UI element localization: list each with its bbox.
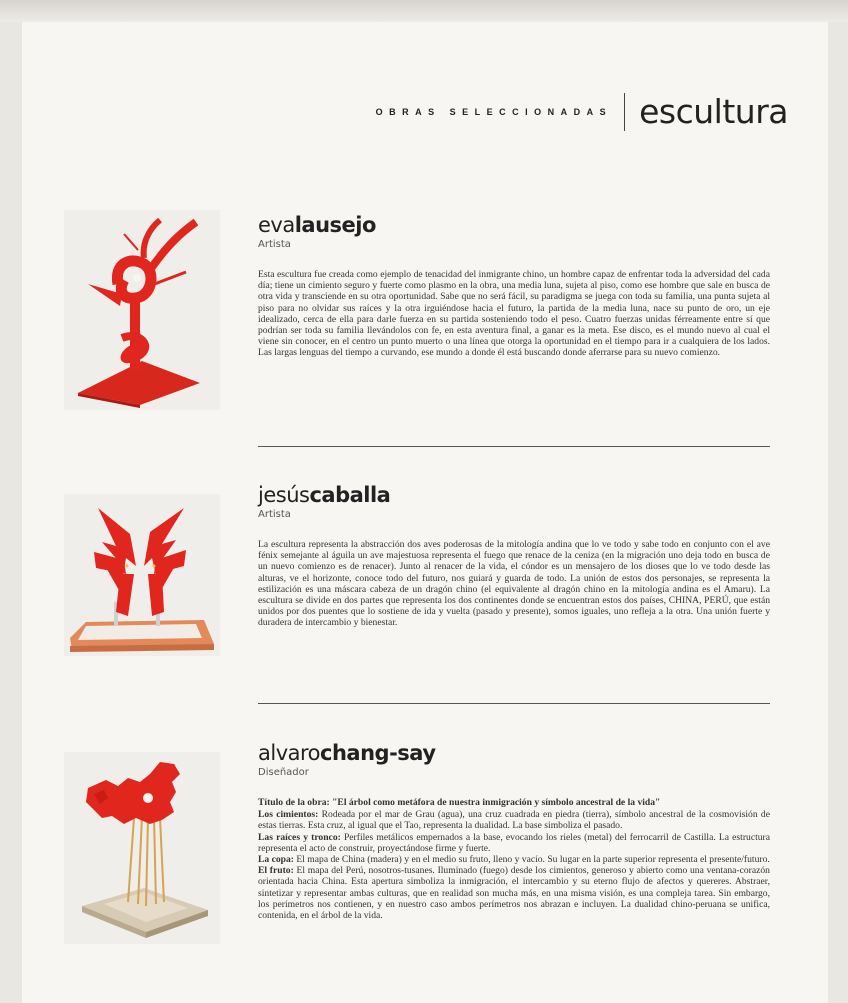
entry-divider bbox=[258, 703, 770, 704]
artist-last-name: lausejo bbox=[294, 213, 376, 237]
artist-first-name: jesús bbox=[258, 483, 310, 507]
entry-divider bbox=[258, 446, 770, 447]
artist-last-name: chang-say bbox=[320, 741, 436, 765]
part-label: La copa: bbox=[258, 854, 294, 866]
artist-description bbox=[258, 539, 770, 629]
artist-description bbox=[258, 269, 770, 359]
sculpture-photo-chang-say bbox=[64, 752, 220, 944]
description-text: La escultura representa la abstracción dos aves poderosas de la mitología andina que lo ve todo y sabe todo en conjunto con el ave fénix semejante al águila un ave majestuosa representa el fuego que renace de la ceniza (en la migración uno deja todo en busca de un nuevo comienzo es de renacer). Junto al renacer de la vida, el cóndor es un mensajero de los dioses que lo ve todo desde las alturas, ve el horizonte, conoce todo del futuro, nos guiará y guarda de todo. La unión de estos dos personajes, se representa la estilización es una máscara cabeza de un dragón chino (el equivalente al dragón chino en la mitología andina es el Amaru). La escultura se divide en dos partes que representa los dos continentes donde se encuentran estos dos países, CHINA, PERÚ, que están unidos por dos puentes que lo sostiene de ida y vuelta (pasado y presente), somos iguales, uno refleja a la otra. Una unión fuerte y duradera de intercambio y bienestar. bbox=[258, 539, 770, 629]
artist-role: Diseñador bbox=[258, 767, 309, 778]
part-raices bbox=[258, 832, 770, 854]
artist-description bbox=[258, 797, 770, 921]
sculpture-photo-lausejo bbox=[64, 210, 220, 410]
header-divider bbox=[624, 93, 625, 131]
artist-role: Artista bbox=[258, 509, 291, 520]
sculpture-photo-caballa bbox=[64, 494, 220, 656]
artist-first-name: alvaro bbox=[258, 741, 321, 765]
part-text: El mapa de China (madera) y en el medio su fruto, lleno y vacío. Su lugar en la parte superior representa el presente/futuro. bbox=[293, 854, 770, 866]
part-cimientos bbox=[258, 809, 770, 831]
artist-name bbox=[258, 482, 770, 508]
artist-last-name: caballa bbox=[309, 483, 391, 507]
part-text: El mapa del Perú, nosotros-tusanes. Iluminado (fuego) desde los cimientos, generoso y abierto como una ventana-corazón orientada hacia China. Esta apertura simboliza la inmigración, el intercambio y su eterno flujo de afectos y quereres. Abstraer, sintetizar y representar ambas culturas, que en realidad son mucha más, en una misma visión, es una compleja tarea. Sin embargo, los perímetros nos contienen, y en nuestro caso ambos perímetros nos abrazan e incluyen. La dualidad chino-peruana se unifica, contenida, en el árbol de la vida. bbox=[258, 865, 770, 922]
entry-lausejo bbox=[258, 212, 770, 359]
description-text: Esta escultura fue creada como ejemplo de tenacidad del inmigrante chino, un hombre capaz de enfrentar toda la adversidad del cada día; tiene un cimiento seguro y fuerte como plasmo en la obra, una media luna, sujeta al piso, como ese hombre que sale en busca de otra vida y transciende en su otra oportunidad. Sabe que no será fácil, su paradigma se juega con toda su familia, una punta sujeta al piso para no olvidar sus raíces y la otra irguiéndose hacia el futuro, la partida de la media luna, nace su punto de oro, un eje idealizado, cerca de ella para darle fuerza en su partida sosteniendo todo el peso. Cuatro fuerzas unidas férreamente entre sí que podrían ser toda su familia llevándolos con fe, en esta aventura final, a ganar es la meta. Ese disco, es el mundo nuevo al cual el viene sin conocer, en el centro un punto muerto o una línea que otorga la oportunidad en el tiempo para ir a cualquiera de los lados. Las largas lenguas del tiempo a curvando, ese mundo a donde él está buscando donde aferrarse para su nuevo comienzo. bbox=[258, 269, 770, 359]
part-text: Perfiles metálicos empernados a la base, evocando los rieles (metal) del ferrocarril de Castilla. La estructura representa el acto de construir, proyectándose firme y fuerte. bbox=[258, 831, 770, 854]
artist-name bbox=[258, 740, 770, 766]
artist-name bbox=[258, 212, 770, 238]
work-title: Título de la obra: "El árbol como metáfora de nuestra inmigración y símbolo ancestral de la vida" bbox=[258, 797, 661, 808]
part-copa bbox=[258, 854, 770, 865]
artist-first-name: eva bbox=[258, 213, 295, 237]
section-title: escultura bbox=[639, 92, 788, 131]
section-kicker: OBRAS SELECCIONADAS bbox=[375, 106, 613, 117]
entry-chang-say bbox=[258, 740, 770, 921]
artist-role: Artista bbox=[258, 239, 291, 250]
part-fruto bbox=[258, 865, 770, 921]
part-label: Las raíces y tronco: bbox=[258, 831, 341, 843]
part-label: Los cimientos: bbox=[258, 809, 319, 821]
section-header bbox=[376, 92, 788, 131]
part-label: El fruto: bbox=[258, 865, 294, 877]
part-text: Rodeada por el mar de Grau (agua), una cruz cuadrada en piedra (tierra), símbolo ancestral de la cosmovisión de estas tierras. Esta cruz, al igual que el Tao, representa la dualidad. La base simboliza el pasado. bbox=[258, 809, 770, 832]
entry-caballa bbox=[258, 482, 770, 629]
page-edge-strip bbox=[0, 0, 848, 22]
